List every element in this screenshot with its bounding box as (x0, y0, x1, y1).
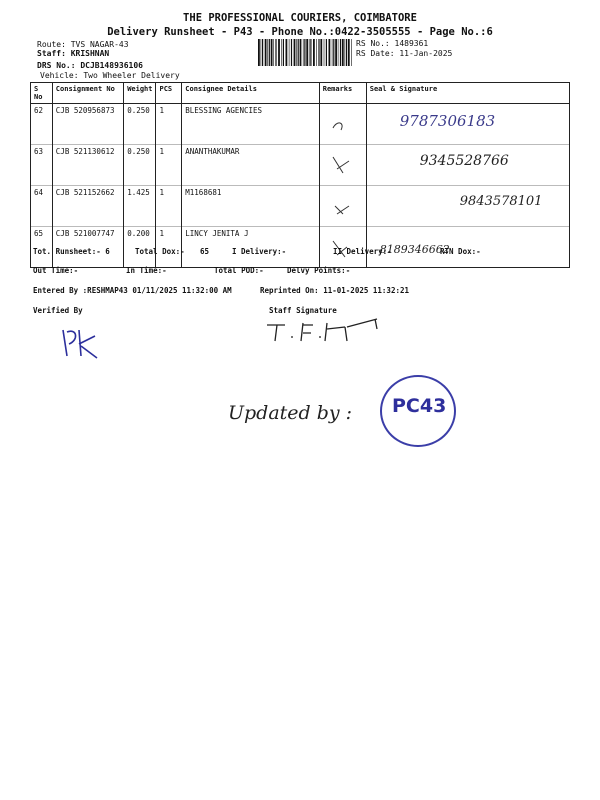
barcode-bar (332, 39, 333, 66)
signature-phone: 8189346662 (379, 243, 450, 256)
cell-pcs: 1 (156, 104, 182, 145)
barcode-bar (291, 39, 292, 66)
barcode-bar (342, 39, 344, 66)
barcode-bar (329, 39, 331, 66)
rs-date: RS Date: 11-Jan-2025 (356, 49, 453, 58)
col-remarks: Remarks (319, 83, 366, 104)
barcode-bar (304, 39, 305, 66)
barcode-bar (310, 39, 311, 66)
cell-signature (366, 145, 569, 186)
cell-consignment: CJB 520956873 (52, 104, 123, 145)
runsheet-table (30, 82, 570, 268)
entered-by: Entered By :RESHMAP43 01/11/2025 11:32:00 AM (33, 286, 232, 295)
col-weight: Weight (124, 83, 156, 104)
barcode-bar (289, 39, 290, 66)
updated-by-note: Updated by : (228, 402, 353, 424)
barcode-bar (326, 39, 327, 66)
barcode-bar (333, 39, 334, 66)
ii-delivery: II Delivery:- (333, 247, 392, 256)
cell-consignment: CJB 521007747 (52, 227, 123, 268)
barcode-bar (262, 39, 263, 66)
cell-consignee: ANANTHAKUMAR (182, 145, 319, 186)
table-row (31, 145, 570, 186)
barcode-bar (261, 39, 262, 66)
barcode-bar (275, 39, 276, 66)
barcode-bar (309, 39, 310, 66)
barcode-bar (340, 39, 341, 66)
rtn-dox: RTN Dox:- (440, 247, 481, 256)
col-sno: S No (31, 83, 53, 104)
staff-signature-icon (265, 315, 385, 345)
total-pod: Total POD:- (214, 266, 264, 275)
barcode-bar (324, 39, 325, 66)
total-dox-label: Total Dox:- (135, 247, 185, 256)
col-pcs: PCS (156, 83, 182, 104)
col-consignment: Consignment No (52, 83, 123, 104)
barcode-bar (348, 39, 350, 66)
barcode-bar (271, 39, 273, 66)
cell-pcs: 1 (156, 145, 182, 186)
barcode (258, 39, 353, 66)
cell-sno: 63 (31, 145, 53, 186)
cell-sno: 64 (31, 186, 53, 227)
barcode-bar (316, 39, 317, 66)
staff-signature-label: Staff Signature (269, 306, 337, 315)
signature-phone: 9787306183 (399, 112, 496, 130)
table-row (31, 186, 570, 227)
cell-remarks (319, 104, 366, 145)
signature-phone: 9843578101 (459, 194, 543, 209)
table-header-row (31, 83, 570, 104)
remark-tick-icon (323, 229, 363, 263)
reprinted-on: Reprinted On: 11-01-2025 11:32:21 (260, 286, 410, 295)
barcode-bar (283, 39, 284, 66)
barcode-bar (303, 39, 304, 66)
table-row (31, 227, 570, 268)
in-time: In Time:- (126, 266, 167, 275)
runsheet-subtitle: Delivery Runsheet - P43 - Phone No.:0422-3505555 - Page No.:6 (107, 26, 493, 38)
col-consignee: Consignee Details (182, 83, 319, 104)
barcode-bar (269, 39, 270, 66)
barcode-bar (298, 39, 299, 66)
cell-signature (366, 104, 569, 145)
barcode-bar (318, 39, 319, 66)
barcode-bar (294, 39, 296, 66)
cell-sno: 65 (31, 227, 53, 268)
remark-tick-icon (323, 188, 363, 222)
barcode-bar (338, 39, 339, 66)
total-dox-value: 65 (200, 247, 210, 256)
barcode-bar (345, 39, 346, 66)
barcode-bar (273, 39, 274, 66)
cell-consignment: CJB 521152662 (52, 186, 123, 227)
barcode-bar (265, 39, 267, 66)
i-delivery: I Delivery:- (232, 247, 287, 256)
barcode-bar (313, 39, 315, 66)
cell-weight: 0.200 (124, 227, 156, 268)
verified-by-label: Verified By (33, 306, 83, 315)
barcode-bar (335, 39, 337, 66)
signature-phone: 9345528766 (419, 153, 509, 169)
stamp-label: PC43 (392, 395, 447, 417)
barcode-bar (346, 39, 347, 66)
barcode-bar (300, 39, 302, 66)
delvy-points: Delvy Points:- (287, 266, 351, 275)
cell-consignee: M1168681 (182, 186, 319, 227)
cell-consignee: BLESSING AGENCIES (182, 104, 319, 145)
rs-number: RS No.: 1489361 (356, 39, 429, 48)
staff-label: Staff: KRISHNAN (37, 49, 110, 58)
company-title: THE PROFESSIONAL COURIERS, COIMBATORE (183, 12, 417, 24)
cell-remarks (319, 145, 366, 186)
cell-pcs: 1 (156, 186, 182, 227)
barcode-bar (296, 39, 297, 66)
barcode-bar (351, 39, 352, 66)
remark-tick-icon (323, 106, 363, 140)
barcode-bar (286, 39, 288, 66)
cell-weight: 0.250 (124, 145, 156, 186)
route-label: Route: TVS NAGAR-43 (37, 40, 129, 49)
cell-consignee: LINCY JENITA J (182, 227, 319, 268)
cell-remarks (319, 186, 366, 227)
vehicle-label: Vehicle: Two Wheeler Delivery (40, 71, 180, 80)
cell-consignment: CJB 521130612 (52, 145, 123, 186)
cell-weight: 0.250 (124, 104, 156, 145)
col-seal-signature: Seal & Signature (366, 83, 569, 104)
drs-label: DRS No.: DCJB148936106 (37, 61, 143, 70)
tot-runsheet: Tot. Runsheet:- 6 (33, 247, 110, 256)
cell-pcs: 1 (156, 227, 182, 268)
barcode-bar (267, 39, 268, 66)
barcode-bar (306, 39, 308, 66)
barcode-bar (278, 39, 280, 66)
barcode-bar (320, 39, 322, 66)
remark-tick-icon (323, 147, 363, 181)
barcode-bar (258, 39, 260, 66)
cell-signature (366, 186, 569, 227)
cell-weight: 1.425 (124, 186, 156, 227)
barcode-bar (281, 39, 282, 66)
out-time: Out Time:- (33, 266, 79, 275)
verifier-signature-icon (55, 322, 105, 362)
table-row (31, 104, 570, 145)
cell-sno: 62 (31, 104, 53, 145)
